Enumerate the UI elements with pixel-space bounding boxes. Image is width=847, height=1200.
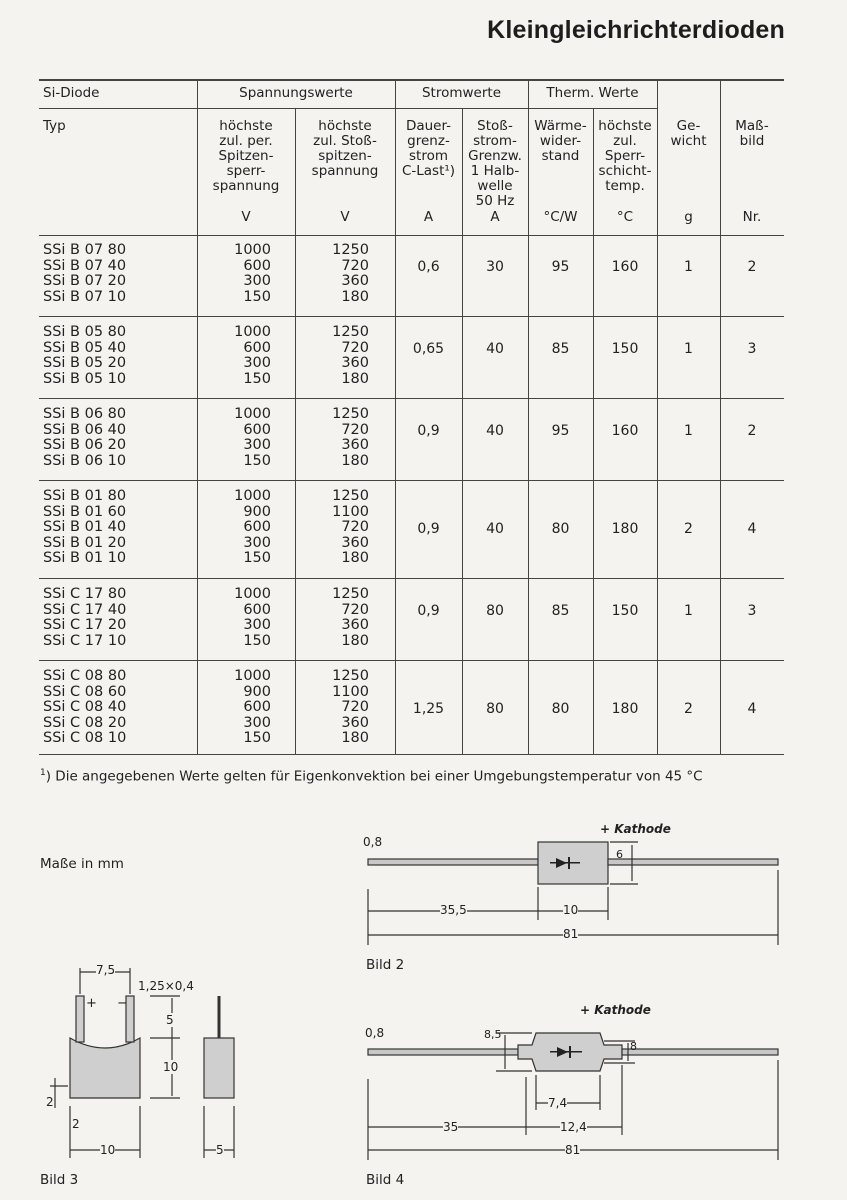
table-cell-stoss: 40 [486, 341, 504, 357]
bild4-total-length: 81 [565, 1143, 581, 1157]
table-row-v2: 1250 720 360 180 [332, 406, 369, 469]
table-cell-temp: 180 [611, 701, 639, 717]
table-cell-waerme: 80 [551, 701, 570, 717]
table-cell-waerme: 85 [551, 603, 570, 619]
bild3-depth: 5 [216, 1143, 224, 1157]
table-cell-dauer: 0,9 [417, 603, 440, 619]
table-cell-gewicht: 1 [684, 603, 693, 619]
table-row-v1: 1000 900 600 300 150 [234, 668, 271, 747]
table-cell-stoss: 40 [486, 521, 504, 537]
page-title: Kleingleichrichterdioden [487, 16, 785, 44]
table-row-v2: 1250 720 360 180 [332, 586, 369, 649]
bild3-foot: 2 [72, 1117, 80, 1131]
bild2-wire-diameter: 0,8 [363, 835, 383, 849]
table-cell-dauer: 0,9 [417, 521, 440, 537]
table-cell-dauer: 1,25 [412, 701, 445, 717]
bild3-height: 10 [163, 1060, 179, 1074]
bild2-length-1: 35,5 [440, 903, 467, 917]
table-cell-stoss: 80 [486, 701, 504, 717]
table-cell-stoss: 30 [486, 259, 504, 275]
group-spannungswerte: Spannungswerte [239, 85, 353, 101]
table-cell-gewicht: 1 [684, 259, 693, 275]
table-cell-dauer: 0,65 [412, 341, 445, 357]
table-row-v2: 1250 1100 720 360 180 [332, 488, 369, 567]
col-typ: Typ [43, 118, 66, 134]
bild3-caption: Bild 3 [40, 1172, 79, 1188]
footnote-text: ) Die angegebenen Werte gelten für Eigenkonvektion bei einer Umgebungstemperatur von 45 °C [45, 768, 703, 785]
bild2-total-length: 81 [563, 927, 579, 941]
table-cell-bild: 4 [747, 521, 757, 537]
bild4-drawing [360, 1005, 790, 1165]
table-row-types: SSi B 05 80 SSi B 05 40 SSi B 05 20 SSi B 05 10 [43, 324, 127, 387]
table-row-v2: 1250 720 360 180 [332, 242, 369, 305]
table-cell-waerme: 95 [551, 423, 570, 439]
col-sperrspannung: höchste zul. per. Spitzen- sperr- spannung [212, 118, 280, 194]
bild4-caption: Bild 4 [366, 1172, 405, 1188]
col-waermewiderstand: Wärme- wider- stand [534, 118, 587, 164]
bild2-caption: Bild 2 [366, 957, 405, 973]
footnote-mark: 1 [40, 768, 46, 778]
bild4-inner-length: 7,4 [548, 1096, 568, 1110]
col-dauergrenzstrom: Dauer- grenz- strom C-Last¹) [401, 118, 456, 179]
unit: g [684, 209, 693, 225]
table-cell-stoss: 80 [486, 603, 504, 619]
footnote [40, 768, 703, 785]
bild3-pin-size: 1,25×0,4 [138, 979, 194, 993]
table-row-types: SSi B 07 80 SSi B 07 40 SSi B 07 20 SSi B 07 10 [43, 242, 127, 305]
table-cell-gewicht: 2 [684, 701, 693, 717]
table-cell-waerme: 95 [551, 259, 570, 275]
table-cell-gewicht: 2 [684, 521, 693, 537]
table-cell-stoss: 40 [486, 423, 504, 439]
unit: Nr. [742, 209, 762, 225]
bild4-end-diameter: 8 [630, 1040, 637, 1053]
table-row-v1: 1000 900 600 300 150 [234, 488, 271, 567]
table-cell-bild: 3 [747, 603, 757, 619]
table-row-v2: 1250 720 360 180 [332, 324, 369, 387]
unit: V [340, 209, 350, 225]
dimensions-note: Maße in mm [40, 856, 124, 872]
bild4-kathode-label: + Kathode [580, 1003, 651, 1017]
table-cell-bild: 2 [747, 259, 757, 275]
table-cell-bild: 3 [747, 341, 757, 357]
bild3-pitch: 7,5 [96, 963, 116, 977]
table-cell-temp: 160 [611, 423, 639, 439]
bild3-offset: 2 [46, 1095, 54, 1109]
unit: A [423, 209, 434, 225]
table-row-types: SSi B 06 80 SSi B 06 40 SSi B 06 20 SSi B 06 10 [43, 406, 127, 469]
table-row-v1: 1000 600 300 150 [234, 406, 271, 469]
unit: °C/W [543, 209, 578, 225]
bild4-wire-diameter: 0,8 [365, 1026, 385, 1040]
col-massbild: Maß- bild [735, 118, 769, 149]
col-stossspitzen: höchste zul. Stoß- spitzen- spannung [311, 118, 379, 179]
table-row-v1: 1000 600 300 150 [234, 324, 271, 387]
bild3-plus: + [86, 996, 97, 1011]
bild4-body-diameter: 8,5 [484, 1028, 502, 1041]
group-si-diode: Si-Diode [43, 85, 100, 101]
table-row-types: SSi C 17 80 SSi C 17 40 SSi C 17 20 SSi C 17 10 [43, 586, 127, 649]
table-cell-temp: 180 [611, 521, 639, 537]
table-cell-dauer: 0,9 [417, 423, 440, 439]
bild2-kathode-label: + Kathode [600, 822, 671, 836]
group-stromwerte: Stromwerte [421, 85, 502, 101]
table-cell-waerme: 80 [551, 521, 570, 537]
bild2-diameter: 6 [616, 848, 623, 861]
diode-table [39, 79, 784, 755]
unit: °C [616, 209, 634, 225]
table-row-v2: 1250 1100 720 360 180 [332, 668, 369, 747]
table-cell-bild: 4 [747, 701, 757, 717]
col-gewicht: Ge- wicht [670, 118, 707, 149]
table-row-v1: 1000 600 300 150 [234, 586, 271, 649]
col-stossstrom: Stoß- strom- Grenzw. 1 Halb- welle 50 Hz [468, 118, 522, 209]
table-cell-temp: 150 [611, 603, 639, 619]
table-cell-waerme: 85 [551, 341, 570, 357]
table-row-types: SSi B 01 80 SSi B 01 60 SSi B 01 40 SSi B 01 20 SSi B 01 10 [43, 488, 127, 567]
bild2-body-length: 10 [563, 903, 579, 917]
table-cell-bild: 2 [747, 423, 757, 439]
table-cell-gewicht: 1 [684, 341, 693, 357]
table-row-v1: 1000 600 300 150 [234, 242, 271, 305]
table-cell-temp: 150 [611, 341, 639, 357]
bild3-pin-length: 5 [166, 1013, 174, 1027]
table-row-types: SSi C 08 80 SSi C 08 60 SSi C 08 40 SSi C 08 20 SSi C 08 10 [43, 668, 127, 747]
unit: A [490, 209, 500, 225]
col-sperrschicht: höchste zul. Sperr- schicht- temp. [598, 118, 652, 194]
bild3-width: 10 [100, 1143, 116, 1157]
bild4-body-length: 12,4 [560, 1120, 587, 1134]
group-therm-werte: Therm. Werte [546, 85, 639, 101]
table-cell-temp: 160 [611, 259, 639, 275]
table-cell-dauer: 0,6 [417, 259, 440, 275]
table-cell-gewicht: 1 [684, 423, 693, 439]
bild3-minus: − [117, 996, 128, 1011]
unit: V [241, 209, 251, 225]
bild4-length-1: 35 [443, 1120, 459, 1134]
